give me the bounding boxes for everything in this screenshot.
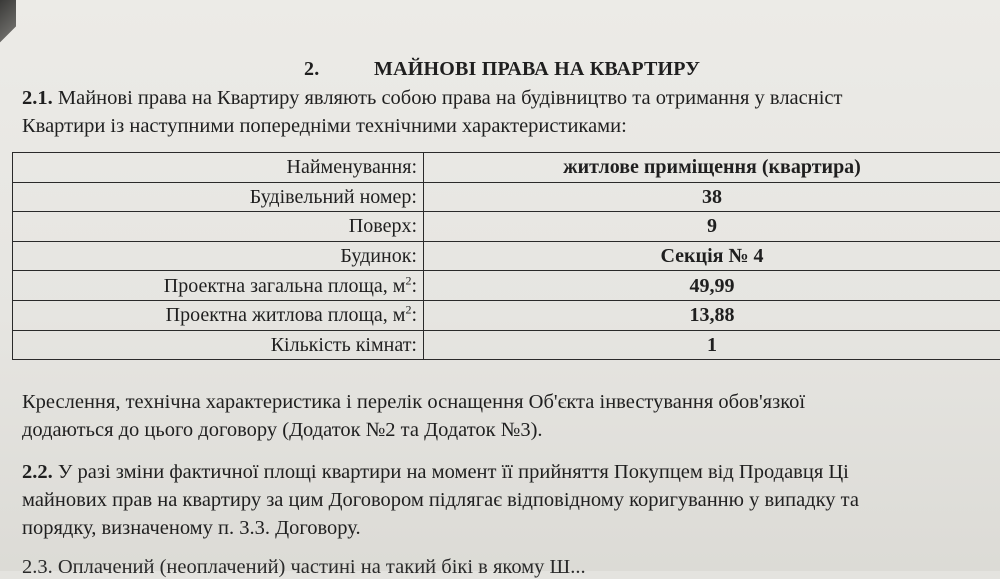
row-value: 1 bbox=[424, 332, 1000, 358]
page-edge-shadow bbox=[0, 0, 16, 54]
drawings-paragraph bbox=[22, 388, 805, 444]
section-number: 2. bbox=[304, 58, 374, 81]
clause-2-2-line2: майнових прав на квартиру за цим Договором підлягає відповідному коригуванню у випадку та bbox=[22, 486, 859, 514]
table-row bbox=[13, 182, 1000, 212]
table-row bbox=[13, 241, 1000, 271]
table-row bbox=[13, 212, 1000, 242]
clause-2-1 bbox=[22, 84, 842, 140]
row-value: 13,88 bbox=[424, 302, 1000, 328]
drawings-line1: Креслення, технічна характеристика і перелік оснащення Об'єкта інвестування обов'язкої bbox=[22, 388, 805, 416]
row-label: Проектна житлова площа, $м^2$: bbox=[13, 300, 424, 330]
row-value: житлове приміщення (квартира) bbox=[424, 154, 1000, 180]
clause-2-1-number: 2.1. bbox=[22, 87, 53, 109]
row-value: Секція № 4 bbox=[424, 243, 1000, 269]
row-label: Кількість кімнат: bbox=[13, 330, 424, 360]
table-row bbox=[13, 153, 1000, 183]
section-title: МАЙНОВІ ПРАВА НА КВАРТИРУ bbox=[374, 58, 700, 80]
clause-2-2 bbox=[22, 458, 859, 542]
clause-2-2-line1: У разі зміни фактичної площі квартири на момент її прийняття Покупцем від Продавця Ці bbox=[58, 461, 849, 483]
table-row bbox=[13, 300, 1000, 330]
row-value: 49,99 bbox=[424, 273, 1000, 299]
table-row bbox=[13, 330, 1000, 360]
clause-2-1-line2: Квартири із наступними попередніми технічними характеристиками: bbox=[22, 112, 842, 140]
clause-2-2-line3: порядку, визначеному п. 3.3. Договору. bbox=[22, 514, 859, 542]
clause-2-1-line1: Майнові права на Квартиру являють собою права на будівництво та отримання у власніст bbox=[58, 87, 843, 109]
row-label: Проектна загальна площа, $м^2$: bbox=[13, 271, 424, 301]
row-value: 38 bbox=[424, 184, 1000, 210]
row-label: Будівельний номер: bbox=[13, 182, 424, 212]
table-row bbox=[13, 271, 1000, 301]
row-label: Поверх: bbox=[13, 212, 424, 242]
row-label: Найменування: bbox=[13, 153, 424, 183]
clause-2-3-cut-off: 2.3. Оплачений (неоплачений) частині на такий бікі в якому Ш... bbox=[22, 556, 586, 579]
row-value: 9 bbox=[424, 213, 1000, 239]
row-label: Будинок: bbox=[13, 241, 424, 271]
drawings-line2: додаються до цього договору (Додаток №2 та Додаток №3). bbox=[22, 416, 805, 444]
apartment-specs-table bbox=[12, 152, 1000, 360]
section-heading bbox=[304, 58, 700, 81]
clause-2-2-number: 2.2. bbox=[22, 461, 53, 483]
